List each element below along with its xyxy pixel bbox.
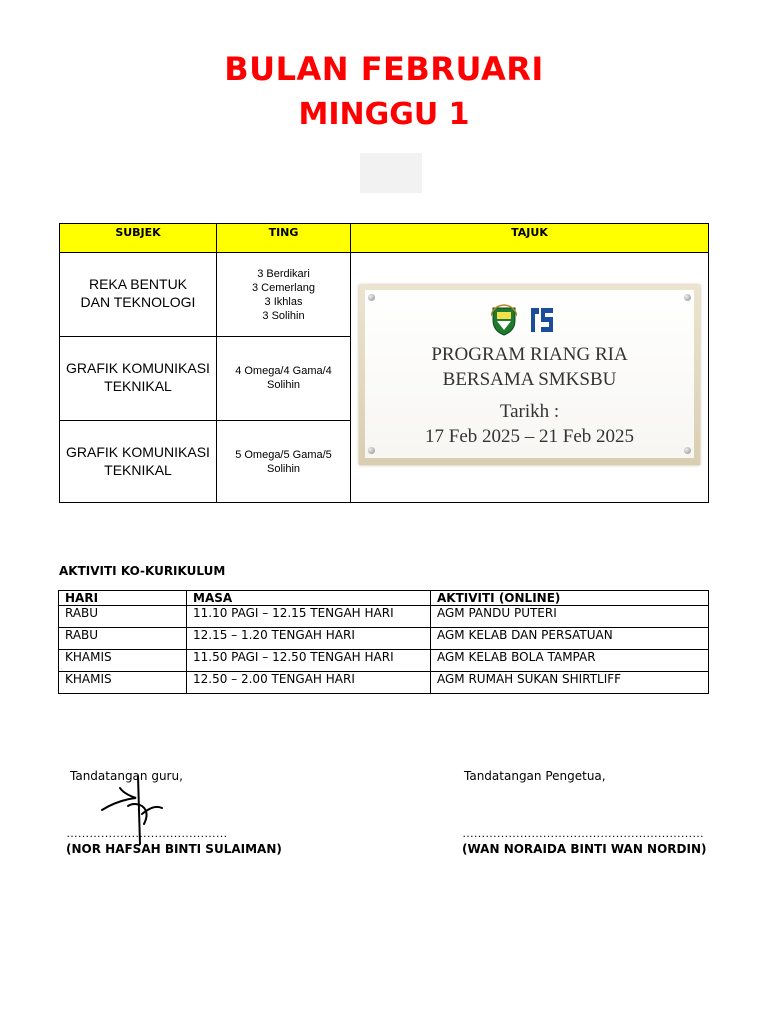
ting-cell <box>217 421 351 503</box>
ting-line: 5 Omega/5 Gama/5 <box>235 449 332 461</box>
principal-name: (WAN NORAIDA BINTI WAN NORDIN) <box>462 842 707 856</box>
cocurriculum-header-row <box>59 591 709 606</box>
ting-line: 3 Berdikari <box>257 268 310 280</box>
ting-line: Solihin <box>266 379 301 391</box>
ting-cell <box>217 253 351 337</box>
day-cell: KHAMIS <box>59 672 187 694</box>
ting-cell <box>217 337 351 421</box>
activity-cell: AGM KELAB DAN PERSATUAN <box>431 628 709 650</box>
subject-text: GRAFIK KOMUNIKASI TEKNIKAL <box>66 360 210 394</box>
banner-date-range: 17 Feb 2025 – 21 Feb 2025 <box>425 426 634 447</box>
school-crest-icon <box>491 304 517 336</box>
time-cell: 11.10 PAGI – 12.15 TENGAH HARI <box>187 606 431 628</box>
header-ting: TING <box>217 224 351 253</box>
day-cell: KHAMIS <box>59 650 187 672</box>
subject-text: REKA BENTUK DAN TEKNOLOGI <box>80 276 196 310</box>
ting-line: Solihin <box>266 463 301 475</box>
day-cell: RABU <box>59 628 187 650</box>
schedule-header-row <box>60 224 709 253</box>
table-row <box>59 606 709 628</box>
ting-line: 3 Cemerlang <box>252 282 315 294</box>
table-row <box>59 628 709 650</box>
time-cell: 12.50 – 2.00 TENGAH HARI <box>187 672 431 694</box>
activity-cell: AGM PANDU PUTERI <box>431 606 709 628</box>
header-hari: HARI <box>59 591 187 606</box>
time-cell: 12.15 – 1.20 TENGAH HARI <box>187 628 431 650</box>
banner-date-label: Tarikh : <box>499 401 560 422</box>
week-subtitle: MINGGU 1 <box>298 97 470 132</box>
screw-icon <box>684 294 691 301</box>
teacher-signature-label: Tandatangan guru, <box>70 769 183 783</box>
header-subjek: SUBJEK <box>60 224 217 253</box>
teacher-name: (NOR HAFSAH BINTI SULAIMAN) <box>66 842 282 856</box>
subject-text: GRAFIK KOMUNIKASI TEKNIKAL <box>66 444 210 478</box>
day-cell: RABU <box>59 606 187 628</box>
banner-line2: BERSAMA SMKSBU <box>442 369 617 390</box>
program-banner <box>359 285 700 465</box>
subject-cell <box>60 421 217 503</box>
banner-plate <box>365 290 694 458</box>
ministry-logo-icon <box>527 304 557 336</box>
teacher-signature-line: …………………………………… <box>66 826 227 840</box>
table-row <box>59 672 709 694</box>
header-tajuk: TAJUK <box>351 224 709 253</box>
subject-cell <box>60 253 217 337</box>
subject-cell <box>60 337 217 421</box>
cocurriculum-title: AKTIVITI KO-KURIKULUM <box>59 564 226 578</box>
time-cell: 11.50 PAGI – 12.50 TENGAH HARI <box>187 650 431 672</box>
header-aktiviti: AKTIVITI (ONLINE) <box>431 591 709 606</box>
ting-line: 3 Solihin <box>262 310 305 322</box>
header-masa: MASA <box>187 591 431 606</box>
ting-line: 3 Ikhlas <box>264 296 303 308</box>
ting-line: 4 Omega/4 Gama/4 <box>235 365 332 377</box>
activity-cell: AGM RUMAH SUKAN SHIRTLIFF <box>431 672 709 694</box>
principal-signature-line: ……………………………………………………… <box>462 826 704 840</box>
table-row <box>59 650 709 672</box>
cocurriculum-table <box>58 590 709 694</box>
placeholder-box <box>360 153 422 193</box>
screw-icon <box>368 294 375 301</box>
page-title: BULAN FEBRUARI <box>224 50 544 88</box>
activity-cell: AGM KELAB BOLA TAMPAR <box>431 650 709 672</box>
banner-line1: PROGRAM RIANG RIA <box>431 344 628 365</box>
principal-signature-label: Tandatangan Pengetua, <box>464 769 606 783</box>
